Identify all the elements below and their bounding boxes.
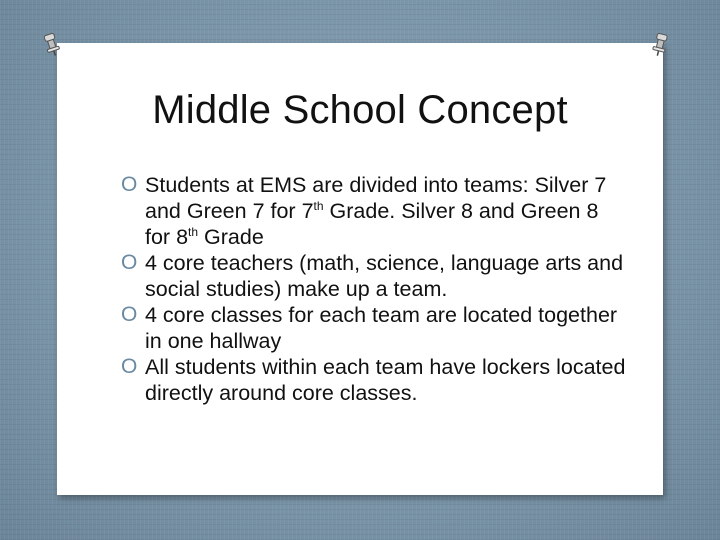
bullet-item-lockers: [121, 354, 626, 406]
ordinal-suffix: th: [188, 224, 199, 239]
bullet-text: All students within each team have lockers located directly around core classes.: [145, 355, 626, 405]
bullet-marker: O: [121, 303, 138, 326]
ordinal-suffix: th: [313, 198, 324, 213]
bullet-text-part: Grade. Silver 8 and Green 8 for 8: [145, 199, 599, 249]
bullet-text: [145, 173, 606, 249]
bullet-marker: O: [121, 355, 138, 378]
bullet-text: 4 core teachers (math, science, language arts and social studies) make up a team.: [145, 251, 624, 301]
bullet-marker: O: [121, 251, 138, 274]
bullet-text: 4 core classes for each team are located together in one hallway: [145, 303, 618, 353]
bullet-list: [121, 172, 626, 406]
pushpin-icon: [42, 31, 63, 58]
bullet-text-part: Grade: [198, 225, 264, 249]
slide-title: Middle School Concept: [152, 88, 568, 132]
pushpin-icon: [650, 32, 669, 59]
bullet-item-core-classes: [121, 302, 626, 354]
bullet-text-part: Students at EMS are divided into teams: Silver 7 and Green 7 for 7: [145, 173, 607, 223]
bullet-item-core-teachers: [121, 250, 626, 302]
bullet-marker: O: [121, 173, 138, 196]
bullet-item-teams: [121, 172, 626, 250]
